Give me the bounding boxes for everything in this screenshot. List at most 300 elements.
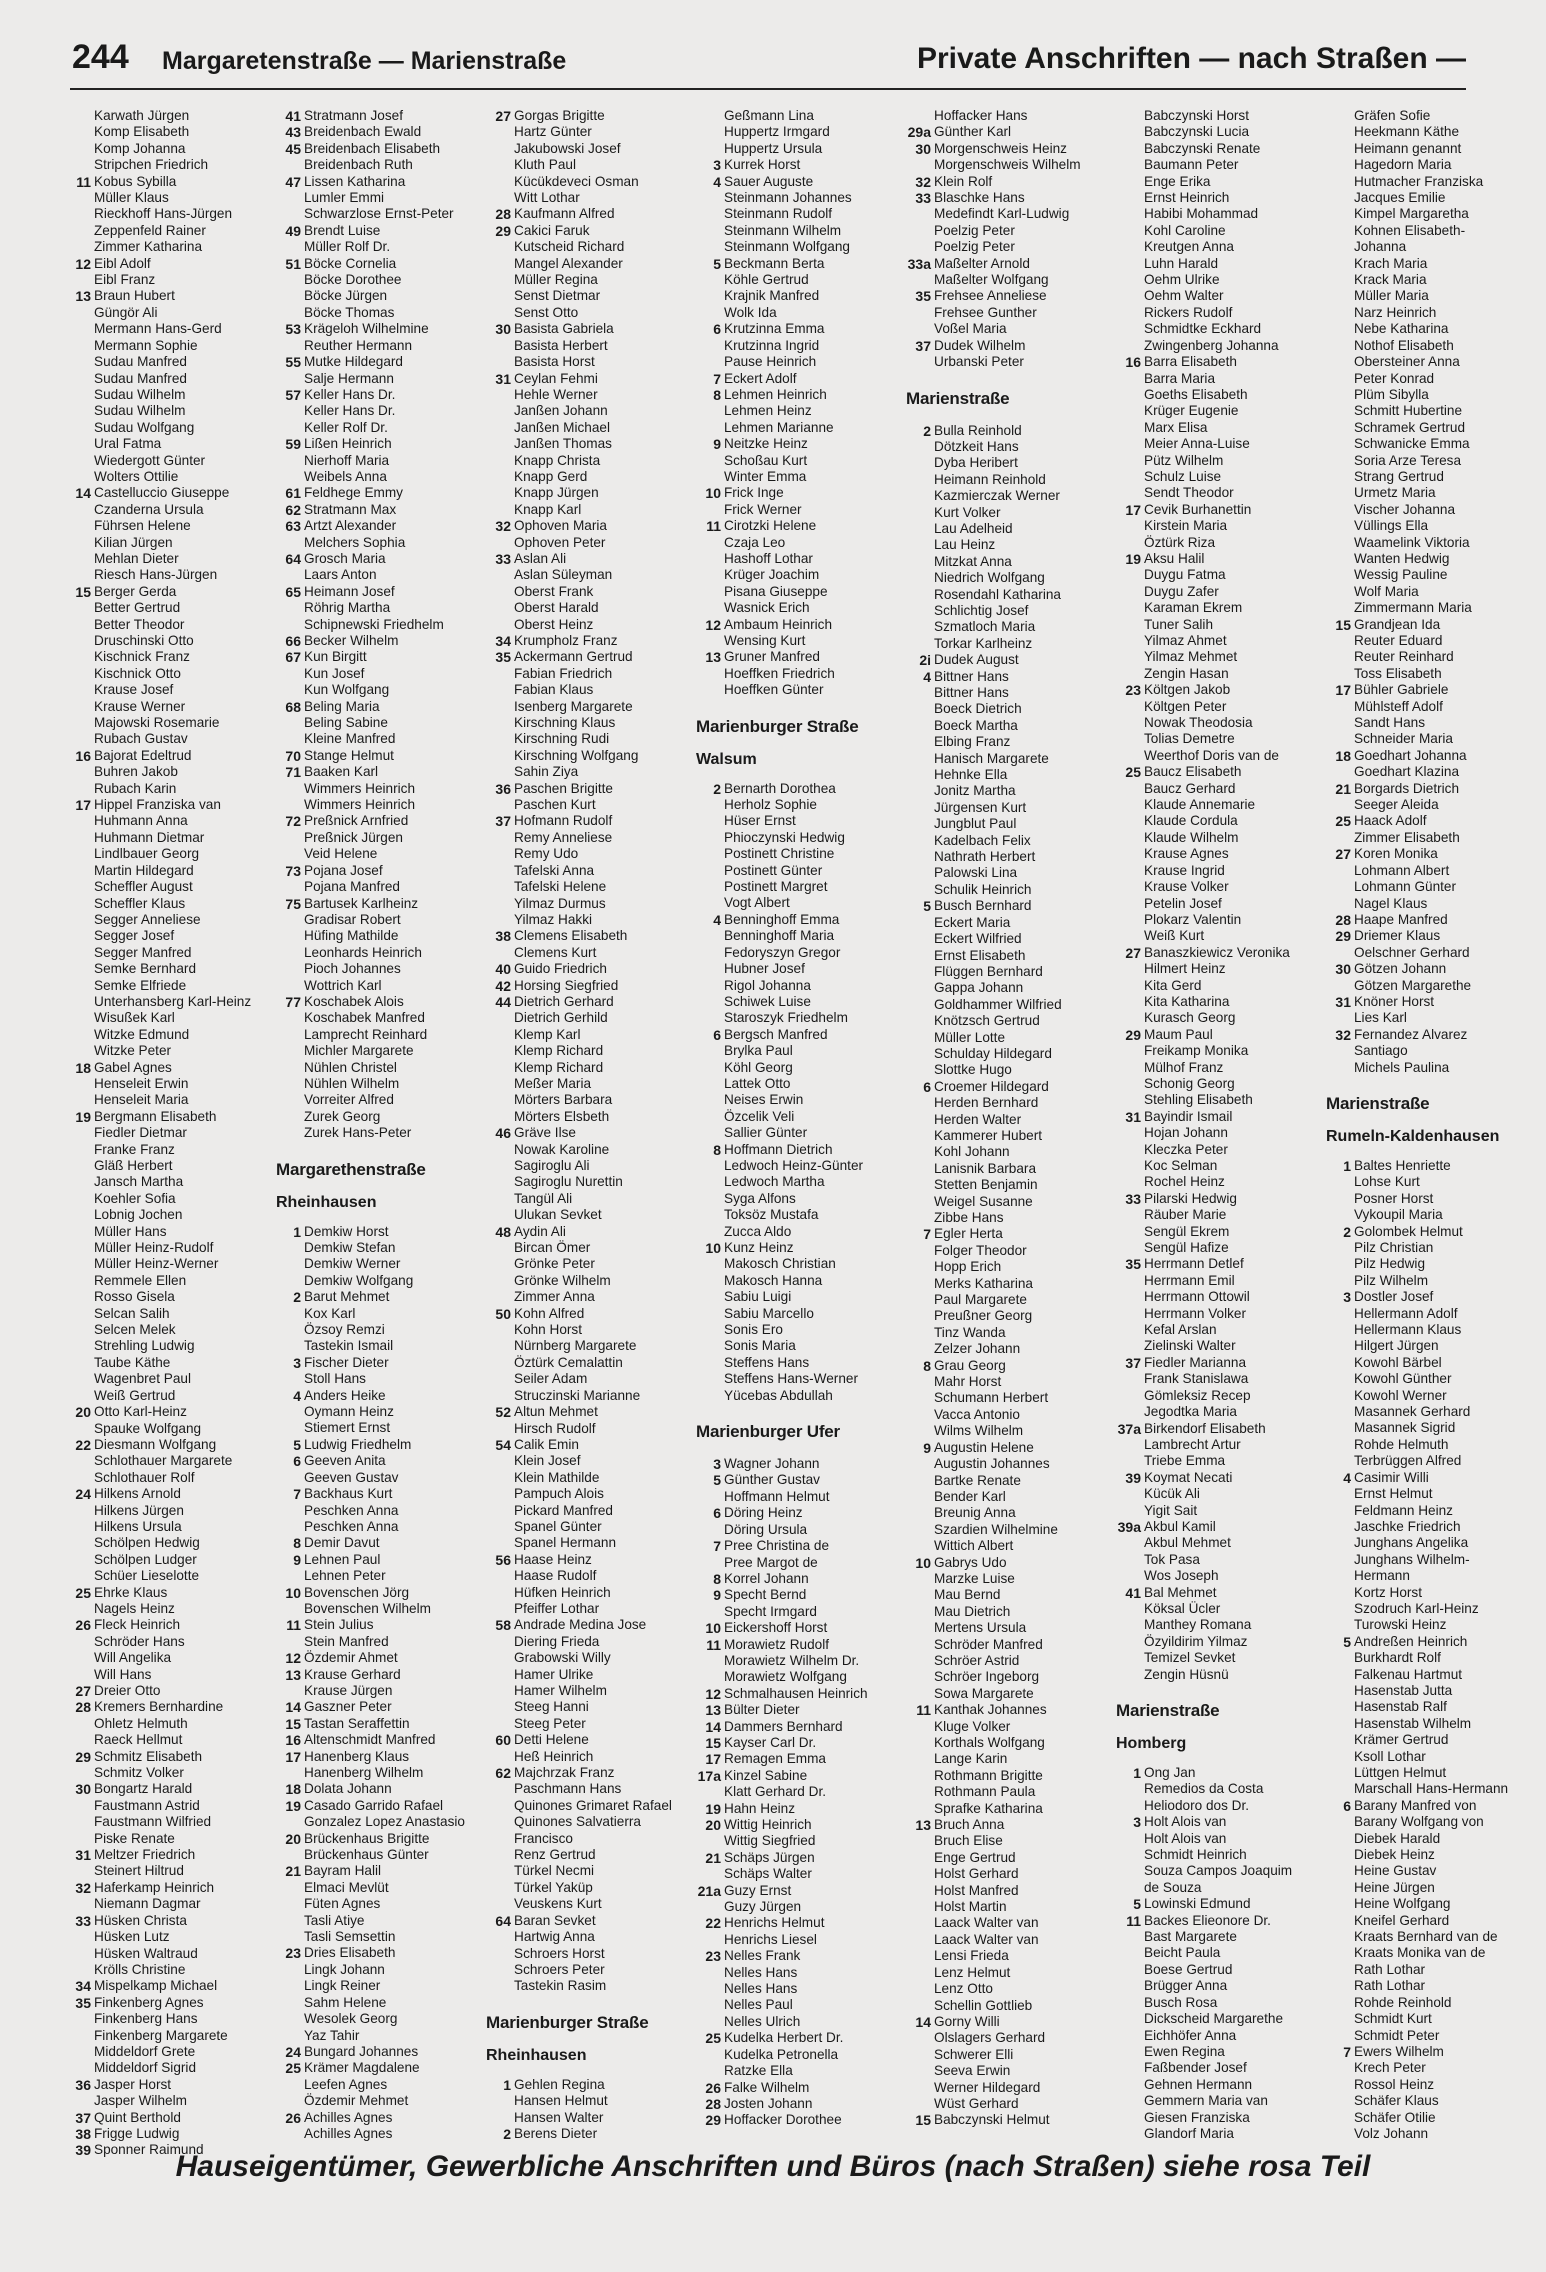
resident-name: Castelluccio Giuseppe [94,485,230,501]
resident-name: Güngör Ali [94,304,158,320]
resident-entry [276,1585,476,1601]
resident-name: Pree Margot de [724,1554,818,1570]
resident-name: Bovenschen Wilhelm [304,1600,431,1616]
resident-entry [1326,354,1526,370]
resident-name: Frigge Ludwig [94,2125,180,2141]
resident-name: Masannek Gerhard [1354,1404,1471,1420]
resident-name: Akbul Mehmet [1144,1535,1231,1551]
resident-entry [276,2110,476,2126]
resident-name: Remy Anneliese [514,829,613,845]
resident-name: Schmitz Volker [94,1765,184,1781]
house-number: 13 [915,1817,931,1834]
resident-entry [276,1404,476,1420]
resident-name: Manthey Romana [1144,1617,1252,1633]
resident-name: Morgenschweis Wilhelm [934,157,1081,173]
resident-name: Posner Horst [1354,1190,1434,1206]
resident-entry [906,783,1106,799]
resident-entry [696,371,896,387]
resident-entry [66,1076,266,1092]
resident-entry [696,1191,896,1207]
resident-entry [66,469,266,485]
resident-name: Bartusek Karlheinz [304,895,419,911]
resident-entry [906,997,1106,1013]
resident-name: Pisana Giuseppe [724,583,828,599]
resident-entry [66,1306,266,1322]
resident-name: Oelschner Gerhard [1354,944,1470,960]
resident-name: Hippel Franziska van [94,797,221,813]
resident-name: Krause Agnes [1144,846,1229,862]
resident-entry [1116,2044,1316,2060]
resident-name: Lenz Helmut [934,1964,1011,1980]
house-number: 7 [923,1226,931,1243]
resident-entry [906,1407,1106,1423]
resident-entry [276,797,476,813]
resident-name: Demkiw Horst [304,1223,389,1239]
resident-entry [1116,1092,1316,1108]
resident-name: Hüfing Mathilde [304,928,399,944]
resident-entry [66,272,266,288]
resident-entry [906,2063,1106,2079]
resident-name: Lensi Frieda [934,1948,1009,1964]
resident-entry [66,1765,266,1781]
resident-name: Morawietz Rudolf [724,1636,830,1652]
resident-entry [1116,1437,1316,1453]
resident-entry [486,387,686,403]
resident-name: Sprafke Katharina [934,1800,1043,1816]
resident-name: Oberst Heinz [514,616,594,632]
resident-entry [1326,1322,1526,1338]
resident-entry [276,1929,476,1945]
resident-name: Jansch Martha [94,1174,184,1190]
resident-name: Eibl Adolf [94,255,151,271]
resident-name: Goldhammer Wilfried [934,996,1062,1012]
resident-entry [276,1092,476,1108]
resident-name: Junghans Angelika [1354,1535,1469,1551]
resident-entry [66,453,266,469]
resident-name: Peschken Anna [304,1518,399,1534]
street-heading: Margarethenstraße [276,1159,426,1179]
resident-entry [486,863,686,879]
resident-name: Brylka Paul [724,1043,793,1059]
resident-entry [1326,403,1526,419]
resident-entry [66,1486,266,1502]
resident-entry [906,865,1106,881]
resident-entry [696,2014,896,2030]
resident-entry [1116,748,1316,764]
resident-entry [696,633,896,649]
resident-entry [906,190,1106,206]
resident-entry [696,1076,896,1092]
resident-entry [906,1210,1106,1226]
house-number: 32 [495,518,511,535]
resident-entry [66,1650,266,1666]
resident-entry [486,1404,686,1420]
house-number: 39 [75,2142,91,2159]
resident-entry [696,338,896,354]
resident-name: Bast Margarete [1144,1929,1237,1945]
resident-entry [486,649,686,665]
house-number: 72 [285,813,301,830]
resident-entry [696,223,896,239]
house-number: 14 [75,485,91,502]
resident-name: Bülter Dieter [724,1702,800,1718]
resident-entry [696,387,896,403]
resident-entry [66,715,266,731]
resident-name: Pilz Wilhelm [1354,1272,1429,1288]
resident-name: Ernst Elisabeth [934,947,1026,963]
resident-name: Folger Theodor [934,1242,1027,1258]
resident-entry [1116,1929,1316,1945]
resident-entry [486,731,686,747]
resident-entry [1116,715,1316,731]
resident-entry [276,1798,476,1814]
house-number: 31 [75,1847,91,1864]
resident-entry [1116,1880,1316,1896]
resident-name: Kanthak Johannes [934,1702,1047,1718]
house-number: 62 [495,1765,511,1782]
resident-name: Jaschke Friedrich [1354,1518,1461,1534]
resident-name: Veid Helene [304,846,378,862]
resident-name: Haferkamp Heinrich [94,1879,215,1895]
resident-name: Oberst Frank [514,583,594,599]
resident-name: Dostler Josef [1354,1289,1434,1305]
resident-name: Bruch Elise [934,1833,1003,1849]
resident-name: Krämer Gertrud [1354,1732,1449,1748]
house-number: 5 [923,898,931,915]
house-number: 6 [923,1078,931,1095]
resident-entry [696,567,896,583]
resident-name: Remy Udo [514,846,579,862]
resident-entry [906,1456,1106,1472]
resident-name: Koren Monika [1354,846,1438,862]
resident-name: Grönke Peter [514,1256,595,1272]
resident-entry [1116,223,1316,239]
resident-entry [66,1716,266,1732]
resident-name: Sabiu Marcello [724,1305,814,1321]
resident-name: Janßen Thomas [514,436,612,452]
resident-name: Bruch Anna [934,1817,1005,1833]
house-number: 9 [923,1439,931,1456]
resident-name: Nelles Hans [724,1964,798,1980]
resident-name: Otto Karl-Heinz [94,1404,187,1420]
resident-entry [486,1699,686,1715]
resident-name: Heß Heinrich [514,1748,594,1764]
resident-name: Schwerer Elli [934,2046,1014,2062]
resident-entry [1116,649,1316,665]
resident-entry [1116,1470,1316,1486]
resident-entry [1116,1601,1316,1617]
resident-name: Strang Gertrud [1354,468,1444,484]
resident-entry [1326,1585,1526,1601]
resident-name: Demkiw Werner [304,1256,401,1272]
resident-name: Hilkens Arnold [94,1486,181,1502]
resident-entry [486,1535,686,1551]
house-number: 24 [285,2043,301,2060]
resident-name: Backes Elieonore Dr. [1144,1912,1271,1928]
resident-name: Szmatloch Maria [934,619,1036,635]
resident-entry [66,764,266,780]
resident-entry [696,1604,896,1620]
resident-name: Kluge Volker [934,1718,1011,1734]
resident-name: Eickershoff Horst [724,1620,828,1636]
resident-entry [1116,1552,1316,1568]
district-heading: Homberg [1116,1735,1187,1752]
resident-name: Schüer Lieselotte [94,1568,200,1584]
resident-entry [486,535,686,551]
resident-name: Preußner Georg [934,1308,1033,1324]
resident-name: Kohn Alfred [514,1305,585,1321]
resident-entry [696,124,896,140]
resident-entry [486,223,686,239]
resident-name: Phioczynski Hedwig [724,829,845,845]
resident-name: Mülhof Franz [1144,1059,1224,1075]
resident-name: Frick Werner [724,501,802,517]
house-number: 13 [75,288,91,305]
resident-name: Bongartz Harald [94,1781,193,1797]
resident-entry [1326,846,1526,862]
resident-name: Isenberg Margarete [514,698,633,714]
resident-name: Götzen Johann [1354,961,1447,977]
resident-entry [276,108,476,124]
resident-name: Holst Martin [934,1899,1007,1915]
resident-name: Breidenbach Ruth [304,157,413,173]
resident-entry [486,1978,686,1994]
resident-name: Kadelbach Felix [934,832,1031,848]
resident-name: Lehnen Peter [304,1568,386,1584]
resident-entry [276,1601,476,1617]
resident-name: Benninghoff Maria [724,928,835,944]
house-number: 27 [1335,846,1351,863]
resident-name: Schmidt Peter [1354,2027,1440,2043]
resident-entry [486,1076,686,1092]
resident-name: Staroszyk Friedhelm [724,1010,848,1026]
resident-name: Brendt Luise [304,222,381,238]
resident-name: Yilmaz Durmus [514,895,606,911]
resident-entry [1116,420,1316,436]
resident-entry [276,1535,476,1551]
resident-entry [66,781,266,797]
resident-name: Winter Emma [724,468,807,484]
resident-entry [1116,633,1316,649]
resident-name: Aslan Ali [514,550,567,566]
resident-entry [486,354,686,370]
resident-name: Ewers Wilhelm [1354,2043,1444,2059]
resident-entry [1326,1781,1526,1797]
resident-name: Witzke Edmund [94,1026,190,1042]
resident-name: Goeths Elisabeth [1144,386,1248,402]
house-number: 21a [697,1882,721,1899]
resident-name: Hutmacher Franziska [1354,173,1484,189]
resident-entry [1326,1470,1526,1486]
house-number: 26 [75,1617,91,1634]
resident-name: Krause Jürgen [304,1682,393,1698]
resident-entry [906,849,1106,865]
house-number: 7 [713,370,721,387]
resident-entry [276,1568,476,1584]
resident-name: Tasli Atiye [304,1912,365,1928]
resident-name: Költgen Peter [1144,698,1227,714]
resident-entry [486,699,686,715]
resident-entry [486,1880,686,1896]
resident-name: Bircan Ömer [514,1240,591,1256]
house-number: 9 [713,1587,721,1604]
resident-entry [1116,1978,1316,1994]
house-number: 73 [285,862,301,879]
resident-name: Hansen Helmut [514,2093,608,2109]
resident-name: Hartwig Anna [514,1929,595,1945]
resident-name: Gräfen Sofie [1354,108,1431,123]
resident-entry [66,682,266,698]
resident-entry [486,1667,686,1683]
resident-entry [1326,1043,1526,1059]
resident-entry [1116,600,1316,616]
house-number: 6 [713,1026,721,1043]
house-number: 44 [495,993,511,1010]
resident-entry [1326,1453,1526,1469]
resident-name: Hartz Günter [514,124,592,140]
resident-entry [486,288,686,304]
house-number: 15 [1335,616,1351,633]
resident-name: Josten Johann [724,2095,813,2111]
resident-entry [1326,781,1526,797]
resident-name: Ceylan Fehmi [514,370,598,386]
resident-name: Better Theodor [94,616,185,632]
resident-name: Herden Walter [934,1111,1022,1127]
resident-name: Lissen Katharina [304,173,406,189]
resident-entry [1326,945,1526,961]
resident-entry [906,1423,1106,1439]
resident-name: Dickscheid Margarethe [1144,2011,1284,2027]
resident-entry [1116,2060,1316,2076]
resident-entry [486,1650,686,1666]
house-number: 8 [713,386,721,403]
resident-entry [486,1256,686,1272]
resident-entry [66,584,266,600]
resident-entry [486,1174,686,1190]
house-number: 1 [293,1223,301,1240]
resident-name: Ernst Heinrich [1144,190,1230,206]
resident-name: Stiemert Ernst [304,1420,391,1436]
house-number: 10 [705,485,721,502]
resident-name: Fabian Klaus [514,682,594,698]
resident-name: Kischnick Otto [94,665,181,681]
resident-entry [66,1010,266,1026]
resident-entry [1116,1060,1316,1076]
resident-entry [1116,863,1316,879]
resident-entry [906,1177,1106,1193]
resident-name: Gappa Johann [934,980,1024,996]
resident-name: Grau Georg [934,1357,1006,1373]
street-heading: Marienburger Straße [696,716,859,736]
resident-name: Heliodoro dos Dr. [1144,1797,1250,1813]
resident-entry [696,978,896,994]
resident-name: Hagedorn Maria [1354,157,1452,173]
resident-name: Medefindt Karl-Ludwig [934,206,1070,222]
resident-name: Goedhart Klazina [1354,764,1460,780]
resident-entry [486,1946,686,1962]
house-number: 39 [1125,1469,1141,1486]
resident-name: Kreutgen Anna [1144,239,1234,255]
resident-entry [66,1798,266,1814]
resident-name: Neises Erwin [724,1092,804,1108]
resident-name: Rath Lothar [1354,1961,1426,1977]
resident-name: Wagenbret Paul [94,1371,191,1387]
resident-name: Semke Bernhard [94,961,197,977]
resident-name: Schmitz Elisabeth [94,1748,203,1764]
resident-name: Golombek Helmut [1354,1223,1463,1239]
resident-name: Rossol Heinz [1354,2076,1435,2092]
resident-name: Knöner Horst [1354,993,1435,1009]
resident-name: Lehmen Heinz [724,403,812,419]
resident-name: Hoffacker Dorothee [724,2112,842,2128]
house-number: 22 [705,1915,721,1932]
resident-name: Breunig Anna [934,1505,1016,1521]
resident-entry [906,669,1106,685]
resident-name: Hellermann Klaus [1354,1322,1462,1338]
resident-entry [276,945,476,961]
resident-entry [486,797,686,813]
resident-name: Bayram Halil [304,1863,382,1879]
resident-name: Soria Arze Teresa [1354,452,1462,468]
resident-name: Hojan Johann [1144,1125,1228,1141]
resident-name: Komp Elisabeth [94,124,190,140]
resident-entry [696,206,896,222]
resident-entry [486,1896,686,1912]
resident-name: Reuter Reinhard [1354,649,1454,665]
resident-name: Kaufmann Alfred [514,206,615,222]
resident-entry [696,1289,896,1305]
resident-entry [696,994,896,1010]
resident-name: Knapp Gerd [514,468,588,484]
resident-entry [696,1273,896,1289]
resident-name: Böcke Thomas [304,304,395,320]
resident-name: Hoeffken Friedrich [724,665,835,681]
resident-entry [1326,272,1526,288]
resident-name: Diering Frieda [514,1633,600,1649]
resident-entry [906,1965,1106,1981]
house-number: 77 [285,993,301,1010]
street-heading: Marienstraße [906,388,1010,408]
resident-entry [1116,1945,1316,1961]
resident-name: Rohde Reinhold [1354,1994,1452,2010]
resident-name: Weiß Gertrud [94,1387,176,1403]
resident-name: Ewen Regina [1144,2043,1225,2059]
resident-entry [66,928,266,944]
resident-name: Yilmaz Ahmet [1144,633,1227,648]
resident-entry [1326,1962,1526,1978]
resident-entry [486,157,686,173]
resident-entry [486,1814,686,1830]
resident-name: Hilkens Jürgen [94,1502,184,1518]
resident-entry [906,1276,1106,1292]
resident-entry [906,1341,1106,1357]
resident-name: Toksöz Mustafa [724,1207,819,1223]
resident-entry [276,1814,476,1830]
resident-entry [486,1716,686,1732]
directory-column [66,108,266,2159]
resident-entry [1116,896,1316,912]
resident-entry [66,1814,266,1830]
resident-entry [276,354,476,370]
resident-name: Sonis Maria [724,1338,796,1354]
resident-name: Souza Campos Joaquim [1144,1863,1293,1879]
resident-entry [486,617,686,633]
resident-name: Olslagers Gerhard [934,2030,1046,2046]
resident-name: Költgen Jakob [1144,682,1231,698]
resident-entry [906,124,1106,140]
resident-entry [1326,1617,1526,1633]
resident-name: Glandorf Maria [1144,2125,1234,2141]
